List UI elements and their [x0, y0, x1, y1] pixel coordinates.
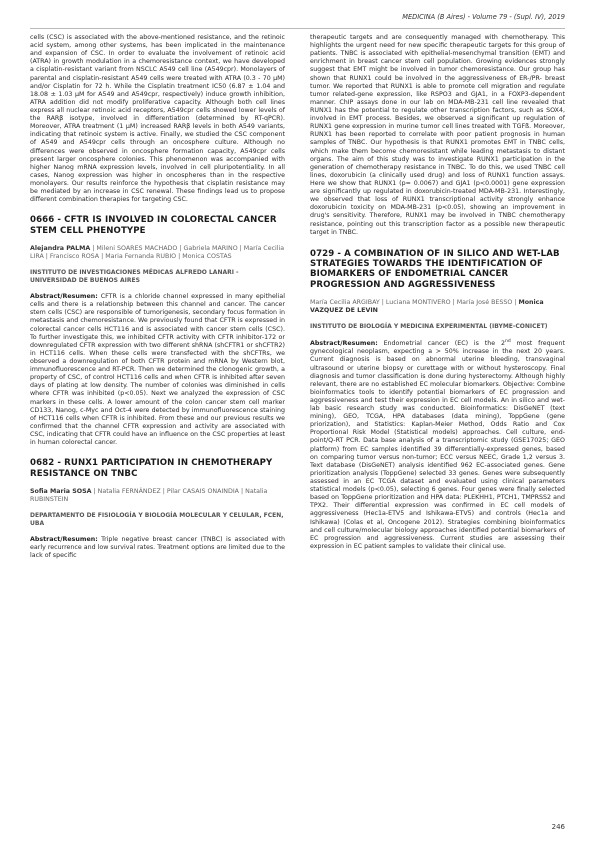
continuation-paragraph: therapeutic targets and are consequently managed with chemotherapy. This highlights the urgent need for new specific therapeutic targets for this group of patients. TNBC is associated with epithelial-mesenchymal transition (EMT) and enrichment in breast cancer stem cell population. Growing evidences strongly suggest that EMT might be involved in tumor chemoresistance. Our group has shown that RUNX1 could be involved in the aggressiveness of ER-/PR- breast tumor. We reported that RUNX1 is able to promote cell migration and regulate tumor related-gene expression, like RSPO3 and GJA1, in a FOXP3-dependent manner. ChIP assays done in our lab on MDA-MB-231 cell line revealed that RUNX1 has the potential to regulate other transcription factors, such as SOX4, involved in EMT process. Besides, we observed a significant up regulation of RUNX1 gene expression in murine tumor cell lines treated with TGFß. Moreover, RUNX1 has been reported to correlate with poor patient prognosis in human samples of TNBC. Our hypothesis is that RUNX1 promotes EMT in TNBC cells, which make them become chemoresistant while leading metastasis to distant organs. The aim of this study was to investigate RUNX1 participation in the generation of chemotherapy resistance in TNBC. To do this, we used TNBC cell lines, doxorubicin (a clinically used drug) and loss of RUNX1 function assays. Here we show that RUNX1 (p= 0.0067) and GJA1 (p<0.0001) gene expression are significantly up regulated in doxorubicin-treated MDA-MB-231. Interestingly, we observed that loss of RUNX1 transcriptional activity strongly enhance doxorubicin toxicity on MDA-MB-231 (p<0.05), showing an improvement in drug's sensitivity. Therefore, RUNX1 may be involved in TNBC chemotherapy resistance, pointing out this transcription factor as a possible new therapeutic target in TNBC.: [310, 34, 565, 236]
presenting-author: Monica VAZQUEZ DE LEVIN: [310, 298, 544, 315]
co-authors: | Mileni SOARES MACHADO | Gabriela MARINO | María Cecilia LIRA | Francisco ROSA | Maria Fernanda RUBIO | Monica COSTAS: [30, 244, 285, 261]
abstract-text-start: Endometrial cancer (EC) is the 2: [377, 340, 505, 348]
abstract-0729: [310, 249, 565, 551]
abstract-text: CFTR is a chloride channel expressed in many epithelial cells and there is a relationship between this channel and cancer. The cancer stem cells (CSC) are responsible of tumorigenesis, secondary focus formation in metastasis and chemoresistance. We previously found that CFTR is expressed in colorectal cancer cells HCT116 and is associated with cancer stem cells (CSC). To further investigate this, we inhibited CFTR activity with CFTR inhibitor-172 or downregulated CFTR expression with two different shRNA (shCFTR1 or shCFTR2) in HCT116 cells. When these cells were transfected with the shCFTRs, we observed a downregulation of both CFTR protein and mRNA by Western blot, immunofluorescence and RT-PCR. Then we determined the clonogenic growth, a property of CSC, of control HCT116 cells and when CFTR is inhibited after seven days of plating at low density. The number of colonies was diminished in cells where CFTR was inhibited (p<0.05). Next we analyzed the expression of CSC markers in these cells. A lower amount of the colon cancer stem cell marker CD133, Nanog, c-Myc and Oct-4 were detected by immunofluorescence staining of HCT116 cells when CFTR is inhibited. From these and our previous results we confirmed that the channel CFTR expression and activity are associated with CSC, indicating that CFTR could have an influence on the CSC properties at least in human colorectal cancer.: [30, 293, 285, 447]
co-authors: | Natalia FERNÁNDEZ | Pilar CASAIS ONAINDIA | Natalia RUBINSTEIN: [30, 487, 268, 504]
abstract-title: 0682 - RUNX1 PARTICIPATION IN CHEMOTHERAPY RESISTANCE ON TNBC: [30, 458, 273, 479]
presenting-author: Sofia Maria SOSA: [30, 487, 92, 495]
author-list: [30, 245, 285, 262]
abstract-title: 0666 - CFTR IS INVOLVED IN COLORECTAL CANCER STEM CELL PHENOTYPE: [30, 215, 277, 236]
institution: INSTITUTO DE BIOLOGÍA Y MEDICINA EXPERIMENTAL (IBYME-CONICET): [310, 322, 548, 330]
abstract-label: Abstract/Resumen:: [30, 293, 98, 301]
ordinal-superscript: nd: [504, 339, 511, 345]
abstract-body: [30, 536, 285, 560]
right-column: [310, 34, 565, 551]
institution: DEPARTAMENTO DE FISIOLOGÍA Y BIOLOGÍA MOLECULAR Y CELULAR, FCEN, UBA: [30, 511, 284, 527]
intro-paragraph: cells (CSC) is associated with the above-mentioned resistance, and the retinoic acid system, among other systems, has been implicated in the maintenance and expansion of CSC. In order to evaluate the involvement of retinoic acid (ATRA) in growth modulation in a chemoresistance context, we have developed a cisplatin-resistant variant from NSCLC A549 cell line (A549cpr). Monolayers of parental and cisplatin-resistant A549 cells were treated with ATRA (0.3 - 70 μM) and/or Cisplatin for 72 h. While the Cisplatin treatment IC50 (6.87 ± 1.04 and 18.08 ± 1.03 μM for A549 and A549cpr, respectively) induce growth inhibition, ATRA addition did not modify proliferative capacity. Although both cell lines express all nuclear retinoic acid receptors, A549cpr cells showed lower levels of the RARβ isotype, involved in differentiation (determined by RT-qPCR). Moreover, ATRA treatment (1 μM) increased RARβ levels in both A549 variants, indicating that retinoic system is active. Finally, we studied the CSC component of A549 and A549cpr cells through an oncosphere culture. Although no differences were observed in oncosphere formation capacity, A549cpr cells present larger oncosphere colonies. This phenomenon was accompanied with higher Nanog mRNA expression levels, involved in cell pluripotentiality. In all cases, Nanog expression was higher in oncospheres than in the respective monolayers. Our results reinforce the hypothesis that cisplatin resistance may be mediated by an increase in CSC renewal. These findings lead us to propose different combination therapies for targeting CSC.: [30, 34, 285, 204]
institution: INSTITUTO DE INVESTIGACIONES MÉDICAS ALFREDO LANARI - UNIVERSIDAD DE BUENOS AIRES: [30, 268, 239, 285]
author-list: [30, 488, 285, 505]
abstract-body: [310, 339, 565, 551]
header-rule: [30, 28, 565, 29]
journal-header: MEDICINA (B Aires) - Volume 79 - (Supl. IV), 2019: [402, 13, 565, 21]
author-list: [310, 299, 565, 316]
abstract-title: 0729 - A COMBINATION OF IN SILICO AND WET-LAB STRATEGIES TOWARDS THE IDENTIFICATION OF BIOMARKERS OF ENDOMETRIAL CANCER PROGRESSION AND AGGRESSIVENESS: [310, 248, 560, 290]
page-number: 246: [551, 823, 565, 831]
abstract-0682: [30, 458, 285, 560]
abstract-text: Triple negative breast cancer (TNBC) is associated with early recurrence and low survival rates. Treatment options are limited due to the lack of specific: [30, 536, 285, 560]
abstract-label: Abstract/Resumen:: [310, 340, 378, 348]
abstract-label: Abstract/Resumen:: [30, 536, 98, 543]
abstract-body: [30, 293, 285, 447]
abstract-0666: [30, 215, 285, 447]
abstract-text-rest: most frequent gynecological neoplasm, expecting a > 50% increase in the next 20 years. Current diagnosis is based on abnormal uterine bleeding, transvaginal ultrasound or uterine biopsy or curettage with or without hysteroscopy. Final diagnosis and tumor classification is done during hysterectomy. Although highly relevant, there are no established EC molecular biomarkers. Objective: Combine bioinformatics tools to identify potential biomarkers of EC progression and aggressiveness and test their expression in EC cell models. An in silico and wet-lab basic research study was conducted. Bioinformatics: DisGeNET (text mining), GEO, TCGA, HPA databases (data mining), ToppGene (gene priorization), and Statistics: Kaplan-Meier Method, Odds Ratio and Cox Proportional Risk Model (Statistical models) approaches. Cell culture, end-point/Q-RT PCR. Data base analysis of a transcriptomic study (GSE17025; GEO platform) from EC samples identified 39 differentially-expressed genes, based on comparing tumor versus non-tumor; ECC versus NEEC, Grade 1,2 versus 3. Text database (DisGeNET) analysis identified 962 EC-associated genes. Gene prioritization analysis (ToppGene) selected 33 genes. Genes were subsequently assessed in an EC TCGA dataset and evaluated using clinical parameters statistical models (p<0.05), selecting 6 genes. Four genes were finally selected based on ToppGene prioritization and HPA data: PLEKHH1, PTCH1, TMPRSS2 and TPX2. Their differential expression was confirmed in EC cell models of aggressiveness (Hec1a-ETV5 and Ishikawa-ETV5) and controls (Hec1a and Ishikawa) (Colas et al, Oncogene 2012). Strategies combining bioinformatics and cell culture/molecular biology approaches identified potential biomarkers of EC progression and aggressiveness. Current studies are assessing their expression in EC patient samples to validate their clinical use.: [310, 340, 565, 550]
left-column: [30, 34, 285, 560]
presenting-author: Alejandra PALMA: [30, 244, 91, 252]
co-authors: María Cecilia ARGIBAY | Luciana MONTIVERO | María José BESSO |: [310, 298, 519, 306]
